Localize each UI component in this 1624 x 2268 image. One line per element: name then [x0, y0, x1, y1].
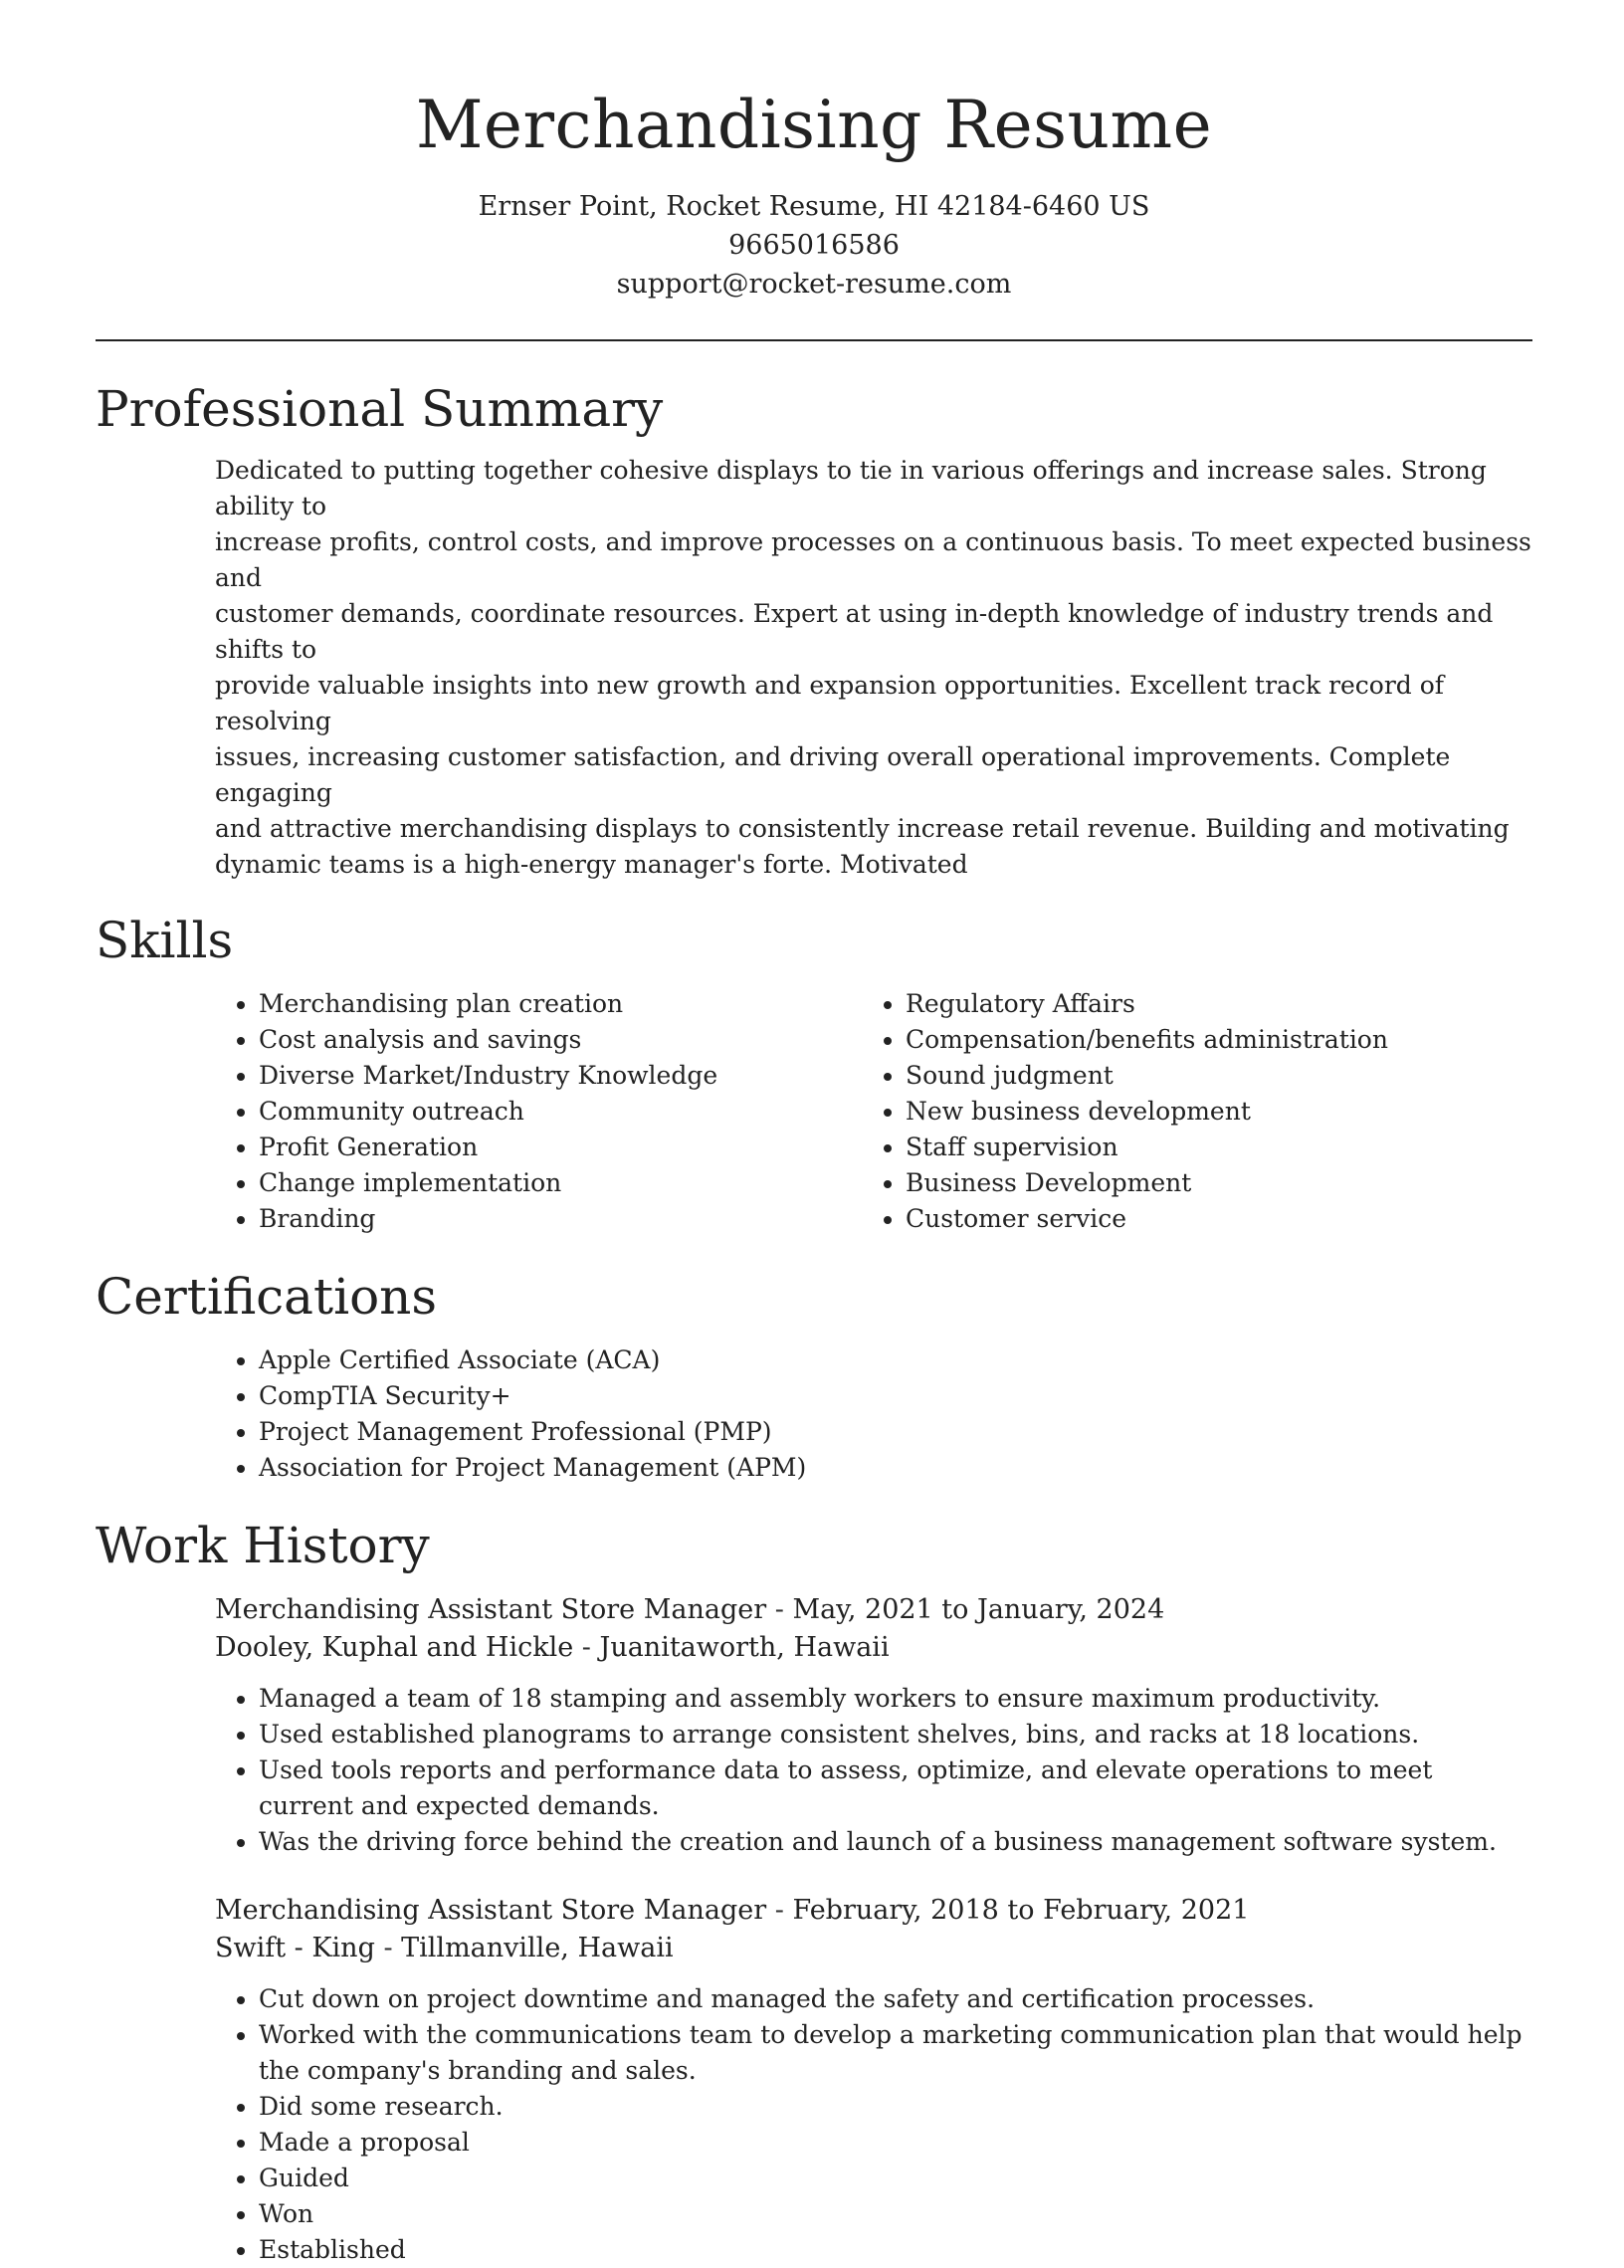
job-location: Juanitaworth, Hawaii [599, 1632, 890, 1663]
certifications-heading: Certifications [96, 1268, 438, 1326]
skills-list-left [215, 986, 862, 1237]
job-bullets [215, 1981, 1532, 2268]
certifications-list [215, 1342, 1532, 1486]
header-divider [96, 339, 1532, 341]
skill-item: • Community outreach [259, 1094, 862, 1130]
job-dates: May, 2021 to January, 2024 [792, 1594, 1165, 1625]
skill-item: • Customer service [906, 1201, 1509, 1237]
job-company-line: Swift - King - Tillmanville, Hawaii [215, 1933, 674, 1963]
job-dates: February, 2018 to February, 2021 [792, 1895, 1250, 1926]
skill-item: • Business Development [906, 1165, 1509, 1201]
summary-heading: Professional Summary [96, 380, 664, 438]
resume-page [96, 0, 1532, 2268]
skill-item: • Branding [259, 1201, 862, 1237]
summary-line: provide valuable insights into new growth and expansion opportunities. Excellent track record of resolving [215, 671, 1445, 735]
contact-email: support@rocket-resume.com [616, 269, 1012, 300]
job-bullet: • Did some research. [259, 2089, 1532, 2125]
summary-line: increase profits, control costs, and improve processes on a continuous basis. To meet expected business and [215, 527, 1531, 592]
job-entry [215, 1591, 1532, 1860]
contact-address: Ernser Point, Rocket Resume, HI 42184-6460 US [478, 191, 1150, 222]
job-bullet: • Guided [259, 2161, 1532, 2196]
summary-line: customer demands, coordinate resources. Expert at using in-depth knowledge of industry trends and shifts to [215, 599, 1494, 664]
job-company: Swift - King [215, 1933, 375, 1963]
summary-line: Dedicated to putting together cohesive displays to tie in various offerings and increase sales. Strong ability to [215, 456, 1487, 520]
job-bullets [215, 1681, 1532, 1860]
certification-item: • Apple Certified Associate (ACA) [259, 1342, 1532, 1378]
skill-item: • Profit Generation [259, 1130, 862, 1165]
job-bullet: • Used established planograms to arrange consistent shelves, bins, and racks at 18 locations. [259, 1717, 1532, 1753]
job-company: Dooley, Kuphal and Hickle [215, 1632, 574, 1663]
certification-item: • CompTIA Security+ [259, 1378, 1532, 1414]
job-title-line: Merchandising Assistant Store Manager - May, 2021 to January, 2024 [215, 1594, 1165, 1625]
contact-block [96, 187, 1532, 304]
job-bullet: • Was the driving force behind the creation and launch of a business management software system. [259, 1824, 1532, 1860]
skill-item: • Cost analysis and savings [259, 1022, 862, 1058]
job-bullet: • Won [259, 2196, 1532, 2232]
job-title: Merchandising Assistant Store Manager [215, 1594, 767, 1625]
job-title-line: Merchandising Assistant Store Manager - February, 2018 to February, 2021 [215, 1895, 1250, 1926]
job-bullet: • Used tools reports and performance data to assess, optimize, and elevate operations to meet current and expected demands. [259, 1753, 1532, 1824]
certifications-block [215, 1342, 1532, 1486]
skills-columns [215, 986, 1532, 1237]
skills-heading: Skills [96, 912, 234, 969]
skills-column-right [862, 986, 1509, 1237]
contact-phone: 9665016586 [728, 230, 900, 261]
summary-line: dynamic teams is a high-energy manager's forte. Motivated [215, 850, 968, 879]
job-bullet: • Cut down on project downtime and managed the safety and certification processes. [259, 1981, 1532, 2017]
summary-line: issues, increasing customer satisfaction, and driving overall operational improvements. Complete engaging [215, 742, 1451, 807]
job-bullet: • Established [259, 2232, 1532, 2268]
skill-item: • Diverse Market/Industry Knowledge [259, 1058, 862, 1094]
skill-item: • Compensation/benefits administration [906, 1022, 1509, 1058]
skill-item: • Staff supervision [906, 1130, 1509, 1165]
skill-item: • Sound judgment [906, 1058, 1509, 1094]
job-bullet: • Worked with the communications team to develop a marketing communication plan that would help the company's branding and sales. [259, 2017, 1532, 2089]
skill-item: • Merchandising plan creation [259, 986, 862, 1022]
summary-paragraph [215, 453, 1532, 883]
job-bullet: • Managed a team of 18 stamping and assembly workers to ensure maximum productivity. [259, 1681, 1532, 1717]
skill-item: • Regulatory Affairs [906, 986, 1509, 1022]
job-title: Merchandising Assistant Store Manager [215, 1895, 767, 1926]
skill-item: • Change implementation [259, 1165, 862, 1201]
summary-line: and attractive merchandising displays to consistently increase retail revenue. Building and motivating [215, 814, 1510, 843]
job-entry [215, 1892, 1532, 2268]
certification-item: • Project Management Professional (PMP) [259, 1414, 1532, 1450]
job-company-line: Dooley, Kuphal and Hickle - Juanitaworth, Hawaii [215, 1632, 890, 1663]
certification-item: • Association for Project Management (APM) [259, 1450, 1532, 1486]
skills-column-left [215, 986, 862, 1237]
skills-list-right [862, 986, 1509, 1237]
job-location: Tillmanville, Hawaii [401, 1933, 674, 1963]
work-history-heading: Work History [96, 1517, 430, 1574]
resume-title: Merchandising Resume [415, 87, 1213, 163]
skill-item: • New business development [906, 1094, 1509, 1130]
job-bullet: • Made a proposal [259, 2125, 1532, 2161]
